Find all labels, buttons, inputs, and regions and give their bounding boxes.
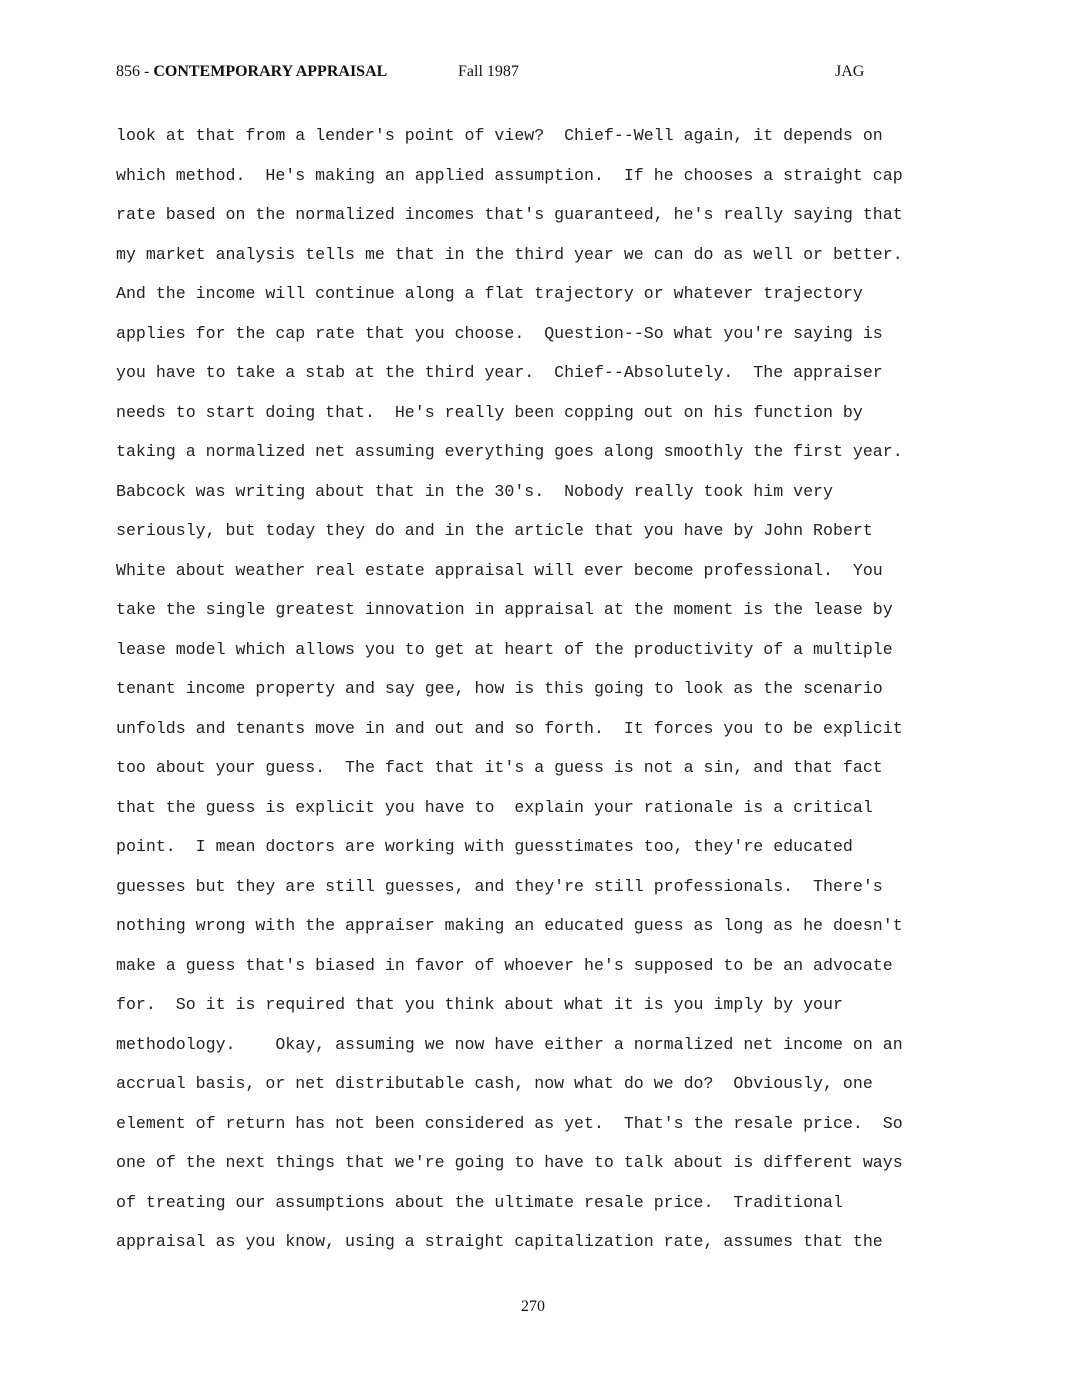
text-line: guesses but they are still guesses, and they're still professionals. There's [116, 876, 883, 896]
text-line: rate based on the normalized incomes that's guaranteed, he's really saying that [116, 205, 903, 224]
text-line: look at that from a lender's point of view? Chief--Well again, it depends on [116, 126, 883, 145]
text-line: needs to start doing that. He's really been copping out on his function by [116, 402, 863, 422]
text-line: element of return has not been considered as yet. That's the resale price. So [116, 1113, 903, 1133]
text-line: which method. He's making an applied assumption. If he chooses a straight cap [116, 165, 903, 185]
text-line: seriously, but today they do and in the article that you have by John Robert [116, 521, 873, 540]
text-line: unfolds and tenants move in and out and so forth. It forces you to be explicit [116, 718, 903, 738]
text-line: taking a normalized net assuming everything goes along smoothly the first year. [116, 442, 903, 461]
text-line: nothing wrong with the appraiser making an educated guess as long as he doesn't [116, 916, 903, 935]
text-line: lease model which allows you to get at heart of the productivity of a multiple [116, 639, 893, 659]
text-line: White about weather real estate appraisal will ever become professional. You [116, 560, 883, 580]
text-line: too about your guess. The fact that it's a guess is not a sin, and that fact [116, 758, 883, 777]
text-line: And the income will continue along a flat trajectory or whatever trajectory [116, 284, 863, 303]
text-line: take the single greatest innovation in appraisal at the moment is the lease by [116, 600, 893, 619]
course-title: CONTEMPORARY APPRAISAL [153, 63, 388, 80]
text-line: for. So it is required that you think about what it is you imply by your [116, 995, 843, 1014]
text-line: you have to take a stab at the third year. Chief--Absolutely. The appraiser [116, 363, 883, 382]
text-line: my market analysis tells me that in the third year we can do as well or better. [116, 244, 903, 264]
course-heading [116, 63, 387, 81]
running-header [116, 63, 876, 85]
text-line: tenant income property and say gee, how is this going to look as the scenario [116, 679, 883, 698]
text-line: one of the next things that we're going to have to talk about is different ways [116, 1153, 903, 1172]
transcript-body [116, 116, 946, 1262]
text-line: methodology. Okay, assuming we now have either a normalized net income on an [116, 1034, 903, 1054]
text-line: of treating our assumptions about the ultimate resale price. Traditional [116, 1192, 843, 1212]
text-line: Babcock was writing about that in the 30's. Nobody really took him very [116, 481, 833, 501]
term-label: Fall 1987 [458, 63, 519, 80]
page-number: 270 [521, 1298, 545, 1315]
course-number: 856 - [116, 63, 154, 80]
text-line: appraisal as you know, using a straight capitalization rate, assumes that the [116, 1232, 883, 1251]
text-line: applies for the cap rate that you choose. Question--So what you're saying is [116, 323, 883, 343]
author-initials: JAG [835, 63, 865, 80]
text-line: point. I mean doctors are working with guesstimates too, they're educated [116, 837, 853, 856]
text-line: make a guess that's biased in favor of whoever he's supposed to be an advocate [116, 955, 893, 975]
text-line: that the guess is explicit you have to explain your rationale is a critical [116, 797, 873, 817]
text-line: accrual basis, or net distributable cash, now what do we do? Obviously, one [116, 1074, 873, 1093]
